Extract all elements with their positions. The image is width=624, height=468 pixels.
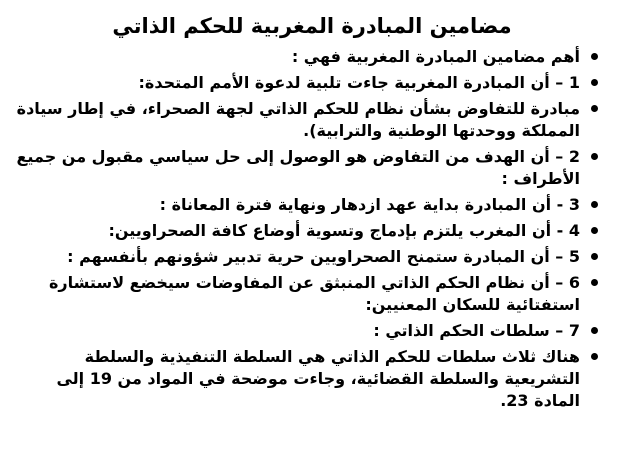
bullet-text: أهم مضامين المبادرة المغربية فهي : [291, 47, 580, 66]
bullet-text: 1 – أن المبادرة المغربية جاءت تلبية لدعوة الأمم المتحدة: [138, 73, 580, 92]
bullet-item [16, 346, 600, 412]
bullet-text: 4 - أن المغرب يلتزم بإدماج وتسوية أوضاع كافة الصحراويين: [108, 221, 580, 240]
bullet-item [16, 194, 600, 216]
bullet-dot-icon [591, 327, 598, 334]
bullet-text: 2 – أن الهدف من التفاوض هو الوصول إلى حل سياسي مقبول من جميع الأطراف : [16, 147, 580, 188]
bullet-item [16, 146, 600, 190]
bullet-text: 6 – أن نظام الحكم الذاتي المنبثق عن المفاوضات سيخضع لاستشارة استفتائية للسكان المعنيين: [48, 273, 580, 314]
bullet-dot-icon [591, 227, 598, 234]
bullet-dot-icon [591, 201, 598, 208]
bullet-item [16, 46, 600, 68]
bullet-dot-icon [591, 279, 598, 286]
bullet-dot-icon [591, 53, 598, 60]
slide-title: مضامين المبادرة المغربية للحكم الذاتي [112, 14, 512, 38]
bullet-dot-icon [591, 253, 598, 260]
bullet-item [16, 98, 600, 142]
bullet-text: مبادرة للتفاوض بشأن نظام للحكم الذاتي لجهة الصحراء، في إطار سيادة المملكة ووحدتها الوطنية والترابية). [16, 99, 580, 140]
bullet-text: هناك ثلاث سلطات للحكم الذاتي هي السلطة التنفيذية والسلطة التشريعية والسلطة القضائية، وجاءت موضحة في المواد من 19 إلى المادة 23. [56, 347, 580, 410]
bullet-list [16, 46, 600, 416]
bullet-item [16, 220, 600, 242]
bullet-dot-icon [591, 153, 598, 160]
bullet-item [16, 72, 600, 94]
bullet-dot-icon [591, 105, 598, 112]
bullet-text: 3 - أن المبادرة بداية عهد ازدهار ونهاية فترة المعاناة : [159, 195, 580, 214]
bullet-text: 7 – سلطات الحكم الذاتي : [373, 321, 580, 340]
bullet-dot-icon [591, 79, 598, 86]
bullet-item [16, 320, 600, 342]
bullet-dot-icon [591, 353, 598, 360]
bullet-text: 5 – أن المبادرة ستمنح الصحراويين حرية تدبير شؤونهم بأنفسهم : [67, 247, 580, 266]
bullet-item [16, 272, 600, 316]
bullet-item [16, 246, 600, 268]
